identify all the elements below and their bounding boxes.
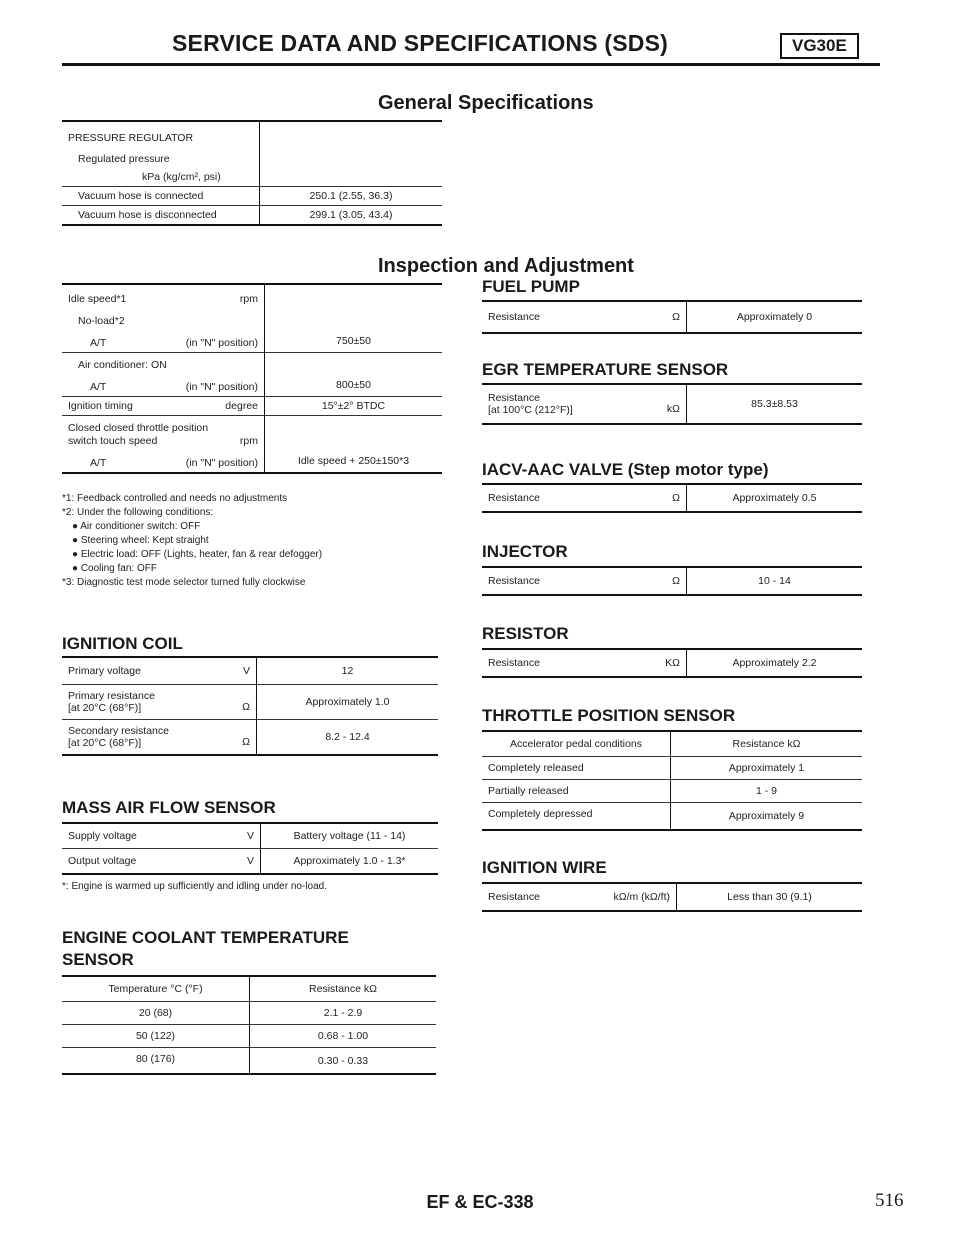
- ignition-timing-value: 15°±2° BTDC: [265, 397, 443, 416]
- output-voltage-label: Output voltage: [62, 849, 234, 875]
- note-2: *2: Under the following conditions:: [62, 507, 214, 518]
- note-steering: ● Steering wheel: Kept straight: [72, 535, 209, 546]
- injector-value: 10 - 14: [687, 567, 863, 595]
- ignition-coil-heading: IGNITION COIL: [62, 634, 183, 653]
- ect-row-1-temp: 20 (68): [62, 1002, 250, 1025]
- egr-table: [482, 383, 862, 425]
- primary-voltage-label: Primary voltage: [62, 657, 224, 685]
- injector-table: [482, 566, 862, 596]
- iacv-resistance-label: Resistance: [482, 484, 654, 512]
- injector-unit: Ω: [654, 567, 687, 595]
- iacv-value: Approximately 0.5: [687, 484, 863, 512]
- vacuum-connected-label: Vacuum hose is connected: [62, 187, 260, 206]
- note-1: *1: Feedback controlled and needs no adjustments: [62, 493, 288, 504]
- temperature-header: Temperature °C (°F): [62, 976, 250, 1002]
- tps-row-2-res: 1 - 9: [671, 780, 863, 803]
- secondary-resistance-value: 8.2 - 12.4: [257, 720, 439, 756]
- pedal-conditions-header: Accelerator pedal conditions: [482, 731, 671, 757]
- tps-row-3-res: Approximately 9: [671, 803, 863, 831]
- ignition-wire-table: [482, 882, 862, 912]
- touch-speed-value: Idle speed + 250±150*3: [265, 450, 443, 473]
- touch-speed-label: switch touch speed rpm: [62, 434, 265, 450]
- air-conditioner-label: Air conditioner: ON: [62, 353, 265, 375]
- primary-voltage-value: 12: [257, 657, 439, 685]
- primary-resistance-value: Approximately 1.0: [257, 685, 439, 720]
- egr-heading: EGR TEMPERATURE SENSOR: [482, 360, 729, 379]
- tps-row-1-cond: Completely released: [482, 757, 671, 780]
- vacuum-disconnected-value: 299.1 (3.05, 43.4): [260, 206, 443, 226]
- fuel-pump-table: [482, 300, 862, 334]
- at-n-label-3: A/T (in "N" position): [62, 450, 265, 473]
- page-title: SERVICE DATA AND SPECIFICATIONS (SDS): [172, 30, 668, 56]
- ignition-wire-resistance-label: Resistance: [482, 883, 564, 911]
- regulated-pressure-label: Regulated pressure: [62, 147, 260, 168]
- supply-voltage-label: Supply voltage: [62, 823, 234, 849]
- tps-resistance-header: Resistance kΩ: [671, 731, 863, 757]
- iacv-unit: Ω: [654, 484, 687, 512]
- no-load-label: No-load*2: [62, 308, 265, 330]
- ect-row-1-res: 2.1 - 2.9: [250, 1002, 437, 1025]
- egr-value: 85.3±8.53: [687, 384, 863, 424]
- header-rule: [62, 63, 880, 66]
- output-voltage-unit: V: [234, 849, 261, 875]
- tps-row-3-cond: Completely depressed: [482, 803, 671, 831]
- page-number: 516: [875, 1190, 904, 1211]
- primary-voltage-unit: V: [224, 657, 257, 685]
- maf-note: *: Engine is warmed up sufficiently and idling under no-load.: [62, 881, 327, 892]
- pressure-regulator-label: PRESSURE REGULATOR: [62, 121, 260, 147]
- ignition-wire-unit: kΩ/m (kΩ/ft): [564, 883, 677, 911]
- tps-row-1-res: Approximately 1: [671, 757, 863, 780]
- tps-heading: THROTTLE POSITION SENSOR: [482, 706, 736, 725]
- ignition-timing-label: Ignition timing degree: [62, 397, 265, 416]
- inspection-adjustment-heading: Inspection and Adjustment: [378, 255, 634, 277]
- note-3: *3: Diagnostic test mode selector turned fully clockwise: [62, 577, 306, 588]
- idle-speed-value: 750±50: [265, 330, 443, 353]
- ect-row-3-temp: 80 (176): [62, 1048, 250, 1075]
- vacuum-disconnected-label: Vacuum hose is disconnected: [62, 206, 260, 226]
- vacuum-connected-value: 250.1 (2.55, 36.3): [260, 187, 443, 206]
- iacv-heading: IACV-AAC VALVE (Step motor type): [482, 460, 769, 479]
- fuel-pump-resistance-label: Resistance: [482, 301, 654, 333]
- supply-voltage-value: Battery voltage (11 - 14): [261, 823, 439, 849]
- injector-resistance-label: Resistance: [482, 567, 654, 595]
- ignition-wire-heading: IGNITION WIRE: [482, 858, 607, 877]
- idle-speed-table: [62, 283, 442, 474]
- ect-row-2-res: 0.68 - 1.00: [250, 1025, 437, 1048]
- ect-heading: ENGINE COOLANT TEMPERATURE SENSOR: [62, 928, 349, 969]
- resistor-heading: RESISTOR: [482, 624, 569, 643]
- ect-table: [62, 975, 436, 1075]
- fuel-pump-unit: Ω: [654, 301, 687, 333]
- secondary-resistance-unit: Ω: [224, 720, 257, 756]
- idle-notes: [62, 492, 462, 590]
- iacv-table: [482, 483, 862, 513]
- note-fan: ● Cooling fan: OFF: [72, 563, 157, 574]
- secondary-resistance-label: Secondary resistance [at 20°C (68°F)]: [62, 720, 224, 756]
- ignition-coil-table: [62, 656, 438, 756]
- resistor-table: [482, 648, 862, 678]
- ect-row-2-temp: 50 (122): [62, 1025, 250, 1048]
- at-n-label-1: A/T (in "N" position): [62, 330, 265, 353]
- tps-row-2-cond: Partially released: [482, 780, 671, 803]
- regulated-pressure-unit: kPa (kg/cm², psi): [62, 168, 260, 187]
- general-specifications-heading: General Specifications: [378, 92, 594, 114]
- fuel-pump-heading: FUEL PUMP: [482, 277, 580, 296]
- note-electric: ● Electric load: OFF (Lights, heater, fan & rear defogger): [72, 549, 323, 560]
- primary-resistance-unit: Ω: [224, 685, 257, 720]
- injector-heading: INJECTOR: [482, 542, 568, 561]
- egr-resistance-label: Resistance [at 100°C (212°F)]: [482, 384, 654, 424]
- footer-code: EF & EC-338: [426, 1192, 534, 1212]
- resistor-value: Approximately 2.2: [687, 649, 863, 677]
- egr-unit: kΩ: [654, 384, 687, 424]
- ect-row-3-res: 0.30 - 0.33: [250, 1048, 437, 1075]
- idle-speed-label: Idle speed*1 rpm: [62, 284, 265, 308]
- primary-resistance-label: Primary resistance [at 20°C (68°F)]: [62, 685, 224, 720]
- tps-table: [482, 730, 862, 831]
- ac-idle-value: 800±50: [265, 374, 443, 397]
- maf-table: [62, 822, 438, 875]
- fuel-pump-value: Approximately 0: [687, 301, 863, 333]
- engine-badge: VG30E: [780, 33, 859, 59]
- at-n-label-2: A/T (in "N" position): [62, 374, 265, 397]
- pressure-regulator-table: [62, 120, 442, 226]
- maf-heading: MASS AIR FLOW SENSOR: [62, 798, 276, 817]
- output-voltage-value: Approximately 1.0 - 1.3*: [261, 849, 439, 875]
- resistor-resistance-label: Resistance: [482, 649, 654, 677]
- resistor-unit: KΩ: [654, 649, 687, 677]
- resistance-header: Resistance kΩ: [250, 976, 437, 1002]
- supply-voltage-unit: V: [234, 823, 261, 849]
- throttle-switch-label: Closed closed throttle position: [62, 416, 265, 435]
- ignition-wire-value: Less than 30 (9.1): [677, 883, 863, 911]
- note-ac: ● Air conditioner switch: OFF: [72, 521, 201, 532]
